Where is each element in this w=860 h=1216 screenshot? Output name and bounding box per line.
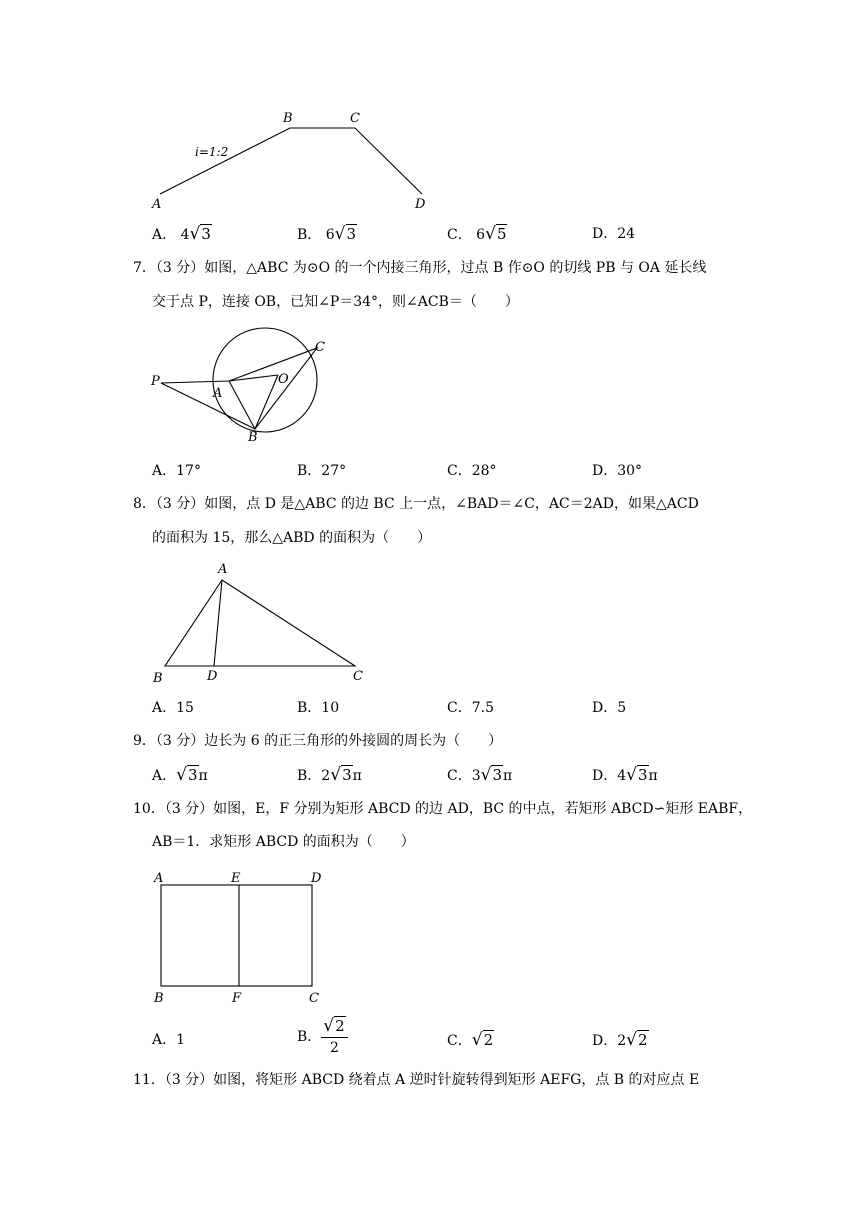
label-A: A [152, 197, 162, 212]
label-B: B [153, 671, 163, 686]
label-C: C [315, 340, 325, 355]
label-C: C [353, 669, 363, 684]
rectangle-abcd [161, 885, 312, 986]
q10-text-line1: 10．（3 分）如图，E，F 分别为矩形 ABCD 的边 AD，BC 的中点，若矩形 ABCD∽矩形 EABF， [133, 801, 753, 817]
segment-ad [214, 580, 222, 666]
label-E: E [231, 871, 241, 886]
q7-option-b[interactable]: B．27° [297, 463, 347, 479]
q9-option-d[interactable]: D．4√3π [592, 765, 658, 785]
label-B: B [283, 111, 293, 126]
q10-option-b[interactable]: B． $\frac{√2}{2}$ [297, 1016, 348, 1058]
label-C: C [350, 111, 360, 126]
q10-text-line2: AB＝1．求矩形 ABCD 的面积为（ ） [152, 834, 415, 850]
q8-text-line1: 8．（3 分）如图，点 D 是△ABC 的边 BC 上一点，∠BAD＝∠C，AC＝2AD，如果△ACD [133, 496, 699, 512]
q11-text-line1: 11．（3 分）如图，将矩形 ABCD 绕着点 A 逆时针旋转得到矩形 AEFG，点 B 的对应点 E [133, 1072, 700, 1088]
tangent-pb [161, 383, 255, 429]
slope-label: i=1:2 [195, 145, 229, 159]
q7-option-d[interactable]: D．30° [592, 463, 643, 479]
label-B: B [248, 430, 258, 445]
label-A: A [213, 386, 223, 401]
q9-text-line1: 9．（3 分）边长为 6 的正三角形的外接圆的周长为（ ） [133, 733, 503, 749]
q6-option-a[interactable]: A． 4√3 [152, 224, 211, 244]
q7-text-line2: 交于点 P，连接 OB，已知∠P＝34°，则∠ACB＝（ ） [152, 294, 519, 310]
label-P: P [151, 374, 160, 389]
q7-option-c[interactable]: C．28° [447, 463, 497, 479]
label-D: D [311, 871, 322, 886]
label-A: A [154, 871, 164, 886]
triangle-abc [165, 580, 355, 666]
q6-option-d[interactable]: D．24 [592, 226, 636, 242]
label-B: B [154, 991, 164, 1006]
q9-option-a[interactable]: A．√3π [152, 765, 208, 785]
q10-option-a[interactable]: A．1 [152, 1032, 186, 1048]
q8-text-line2: 的面积为 15，那么△ABD 的面积为（ ） [152, 530, 432, 546]
q7-option-a[interactable]: A．17° [152, 463, 201, 479]
q6-trapezoid-figure [140, 100, 440, 215]
label-D: D [207, 669, 218, 684]
q10-option-d[interactable]: D．2√2 [592, 1030, 648, 1050]
label-F: F [232, 991, 242, 1006]
triangle-abc [229, 348, 317, 429]
q8-option-c[interactable]: C．7.5 [447, 700, 494, 716]
q10-rectangle-figure [145, 866, 345, 1008]
q8-option-a[interactable]: A．15 [152, 700, 194, 716]
q7-text-line1: 7．（3 分）如图，△ABC 为⊙O 的一个内接三角形，过点 B 作⊙O 的切线 PB 与 OA 延长线 [133, 260, 707, 276]
q6-option-b[interactable]: B． 6√3 [297, 224, 357, 244]
segment-ob [255, 375, 278, 429]
label-D: D [415, 197, 426, 212]
q8-option-d[interactable]: D．5 [592, 700, 627, 716]
trapezoid-outline [160, 128, 422, 194]
label-C: C [309, 991, 319, 1006]
line-p-a-o [161, 375, 278, 383]
q9-option-b[interactable]: B．2√3π [297, 765, 362, 785]
label-O: O [278, 372, 289, 387]
q8-triangle-figure [145, 558, 385, 688]
label-A: A [218, 562, 228, 577]
q10-option-c[interactable]: C．√2 [447, 1030, 494, 1050]
q6-option-c[interactable]: C． 6√5 [447, 224, 507, 244]
q9-option-c[interactable]: C．3√3π [447, 765, 513, 785]
q8-option-b[interactable]: B．10 [297, 700, 340, 716]
q7-circle-figure [145, 325, 345, 450]
